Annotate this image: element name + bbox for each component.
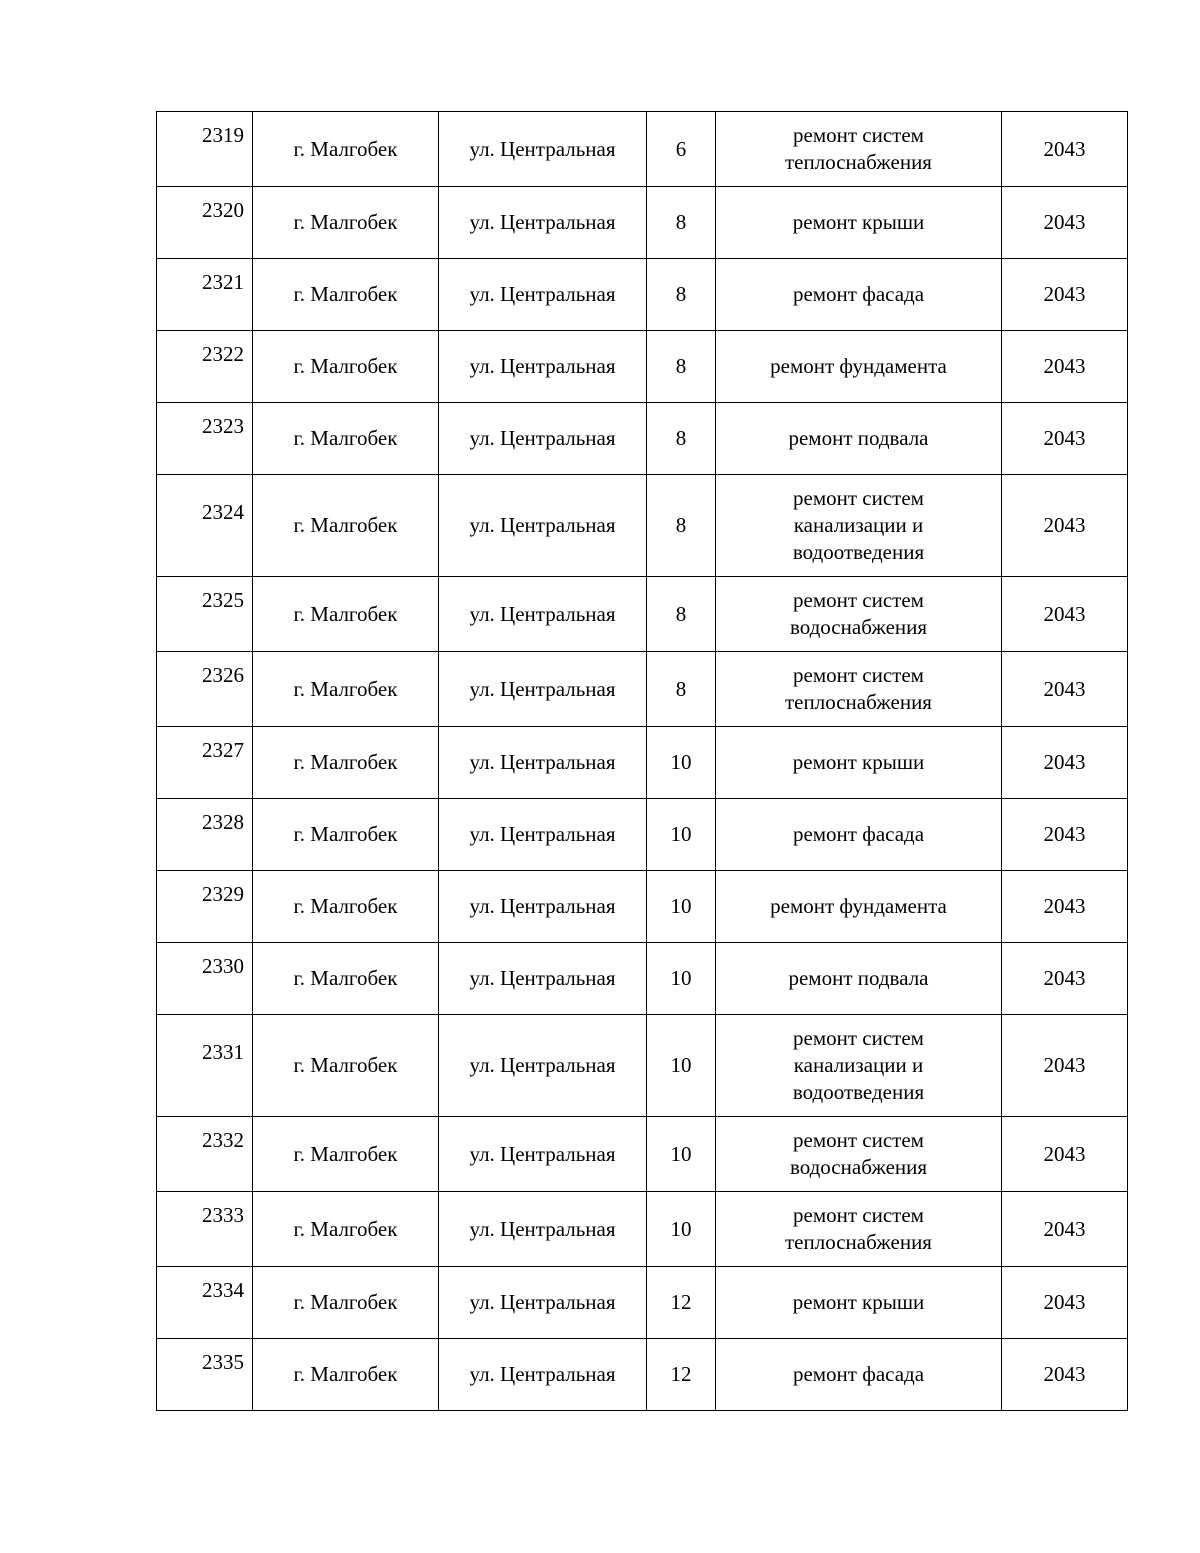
- table-row: [157, 943, 1128, 1015]
- street-cell: ул. Центральная: [439, 727, 647, 799]
- year-cell: 2043: [1002, 577, 1128, 652]
- city-cell: г. Малгобек: [253, 331, 439, 403]
- year-cell: 2043: [1002, 943, 1128, 1015]
- house-number-cell: 12: [647, 1339, 716, 1411]
- table-row: [157, 1192, 1128, 1267]
- house-number-cell: 8: [647, 652, 716, 727]
- row-number-cell: 2320: [157, 187, 253, 259]
- row-number-cell: 2328: [157, 799, 253, 871]
- work-type-cell: ремонт систем канализации и водоотведения: [716, 475, 1002, 577]
- city-cell: г. Малгобек: [253, 1267, 439, 1339]
- house-number-cell: 8: [647, 475, 716, 577]
- table-row: [157, 799, 1128, 871]
- house-number-cell: 10: [647, 871, 716, 943]
- street-cell: ул. Центральная: [439, 403, 647, 475]
- row-number-cell: 2321: [157, 259, 253, 331]
- year-cell: 2043: [1002, 1192, 1128, 1267]
- street-cell: ул. Центральная: [439, 475, 647, 577]
- city-cell: г. Малгобек: [253, 943, 439, 1015]
- table-row: [157, 259, 1128, 331]
- table-row: [157, 1267, 1128, 1339]
- city-cell: г. Малгобек: [253, 1339, 439, 1411]
- house-number-cell: 12: [647, 1267, 716, 1339]
- row-number-cell: 2331: [157, 1015, 253, 1117]
- row-number-cell: 2324: [157, 475, 253, 577]
- work-type-cell: ремонт систем теплоснабжения: [716, 112, 1002, 187]
- row-number-cell: 2330: [157, 943, 253, 1015]
- year-cell: 2043: [1002, 403, 1128, 475]
- house-number-cell: 8: [647, 187, 716, 259]
- work-type-cell: ремонт крыши: [716, 1267, 1002, 1339]
- street-cell: ул. Центральная: [439, 259, 647, 331]
- row-number-cell: 2327: [157, 727, 253, 799]
- city-cell: г. Малгобек: [253, 871, 439, 943]
- city-cell: г. Малгобек: [253, 652, 439, 727]
- year-cell: 2043: [1002, 475, 1128, 577]
- street-cell: ул. Центральная: [439, 1339, 647, 1411]
- work-type-cell: ремонт подвала: [716, 943, 1002, 1015]
- year-cell: 2043: [1002, 1117, 1128, 1192]
- city-cell: г. Малгобек: [253, 1117, 439, 1192]
- house-number-cell: 6: [647, 112, 716, 187]
- work-type-cell: ремонт крыши: [716, 727, 1002, 799]
- work-type-cell: ремонт фундамента: [716, 331, 1002, 403]
- year-cell: 2043: [1002, 799, 1128, 871]
- house-number-cell: 10: [647, 1117, 716, 1192]
- table-row: [157, 1015, 1128, 1117]
- table-row: [157, 1117, 1128, 1192]
- street-cell: ул. Центральная: [439, 943, 647, 1015]
- year-cell: 2043: [1002, 1015, 1128, 1117]
- table-row: [157, 403, 1128, 475]
- work-type-cell: ремонт систем водоснабжения: [716, 1117, 1002, 1192]
- city-cell: г. Малгобек: [253, 403, 439, 475]
- table-row: [157, 475, 1128, 577]
- row-number-cell: 2329: [157, 871, 253, 943]
- year-cell: 2043: [1002, 871, 1128, 943]
- row-number-cell: 2326: [157, 652, 253, 727]
- street-cell: ул. Центральная: [439, 187, 647, 259]
- street-cell: ул. Центральная: [439, 799, 647, 871]
- year-cell: 2043: [1002, 1339, 1128, 1411]
- city-cell: г. Малгобек: [253, 1015, 439, 1117]
- house-number-cell: 10: [647, 1192, 716, 1267]
- work-type-cell: ремонт фасада: [716, 1339, 1002, 1411]
- table-row: [157, 871, 1128, 943]
- work-type-cell: ремонт фундамента: [716, 871, 1002, 943]
- house-number-cell: 8: [647, 577, 716, 652]
- street-cell: ул. Центральная: [439, 1117, 647, 1192]
- street-cell: ул. Центральная: [439, 1015, 647, 1117]
- row-number-cell: 2335: [157, 1339, 253, 1411]
- house-number-cell: 10: [647, 727, 716, 799]
- work-type-cell: ремонт систем теплоснабжения: [716, 652, 1002, 727]
- table-body: [157, 112, 1128, 1411]
- row-number-cell: 2333: [157, 1192, 253, 1267]
- year-cell: 2043: [1002, 259, 1128, 331]
- street-cell: ул. Центральная: [439, 331, 647, 403]
- street-cell: ул. Центральная: [439, 871, 647, 943]
- city-cell: г. Малгобек: [253, 112, 439, 187]
- work-type-cell: ремонт систем канализации и водоотведения: [716, 1015, 1002, 1117]
- house-number-cell: 10: [647, 943, 716, 1015]
- row-number-cell: 2325: [157, 577, 253, 652]
- year-cell: 2043: [1002, 331, 1128, 403]
- street-cell: ул. Центральная: [439, 577, 647, 652]
- city-cell: г. Малгобек: [253, 799, 439, 871]
- city-cell: г. Малгобек: [253, 577, 439, 652]
- year-cell: 2043: [1002, 727, 1128, 799]
- row-number-cell: 2323: [157, 403, 253, 475]
- city-cell: г. Малгобек: [253, 259, 439, 331]
- work-type-cell: ремонт фасада: [716, 799, 1002, 871]
- table-row: [157, 652, 1128, 727]
- table-row: [157, 1339, 1128, 1411]
- city-cell: г. Малгобек: [253, 187, 439, 259]
- repair-schedule-table: [156, 111, 1128, 1411]
- city-cell: г. Малгобек: [253, 475, 439, 577]
- work-type-cell: ремонт фасада: [716, 259, 1002, 331]
- street-cell: ул. Центральная: [439, 112, 647, 187]
- house-number-cell: 8: [647, 331, 716, 403]
- row-number-cell: 2332: [157, 1117, 253, 1192]
- work-type-cell: ремонт крыши: [716, 187, 1002, 259]
- house-number-cell: 8: [647, 403, 716, 475]
- street-cell: ул. Центральная: [439, 652, 647, 727]
- year-cell: 2043: [1002, 652, 1128, 727]
- year-cell: 2043: [1002, 187, 1128, 259]
- table-row: [157, 331, 1128, 403]
- table-row: [157, 187, 1128, 259]
- year-cell: 2043: [1002, 1267, 1128, 1339]
- house-number-cell: 8: [647, 259, 716, 331]
- street-cell: ул. Центральная: [439, 1192, 647, 1267]
- year-cell: 2043: [1002, 112, 1128, 187]
- work-type-cell: ремонт подвала: [716, 403, 1002, 475]
- house-number-cell: 10: [647, 799, 716, 871]
- table-row: [157, 727, 1128, 799]
- row-number-cell: 2322: [157, 331, 253, 403]
- row-number-cell: 2334: [157, 1267, 253, 1339]
- table-row: [157, 577, 1128, 652]
- work-type-cell: ремонт систем теплоснабжения: [716, 1192, 1002, 1267]
- street-cell: ул. Центральная: [439, 1267, 647, 1339]
- city-cell: г. Малгобек: [253, 727, 439, 799]
- house-number-cell: 10: [647, 1015, 716, 1117]
- work-type-cell: ремонт систем водоснабжения: [716, 577, 1002, 652]
- row-number-cell: 2319: [157, 112, 253, 187]
- table-row: [157, 112, 1128, 187]
- city-cell: г. Малгобек: [253, 1192, 439, 1267]
